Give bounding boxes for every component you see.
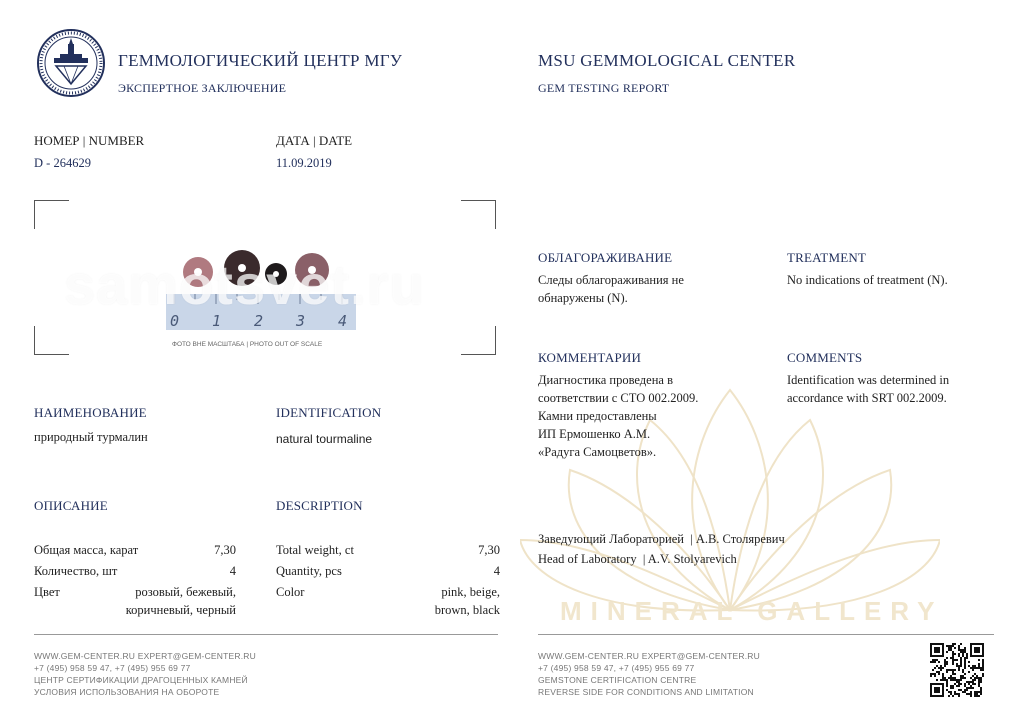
- comments-en-line: Identification was determined in: [787, 373, 950, 387]
- header-ru-subtitle: ЭКСПЕРТНОЕ ЗАКЛЮЧЕНИЕ: [118, 81, 287, 95]
- identification-ru-value: природный турмалин: [34, 430, 148, 444]
- en-quantity-key: Quantity, pcs: [276, 564, 342, 578]
- comments-ru-label: КОММЕНТАРИИ: [538, 350, 642, 365]
- ruler-tick: 1: [212, 312, 222, 330]
- treatment-en-label: TREATMENT: [787, 250, 867, 265]
- comments-ru-line: Диагностика проведена в: [538, 373, 673, 387]
- treatment-ru-value-1: Следы облагораживания не: [538, 273, 684, 287]
- identification-en-label: IDENTIFICATION: [276, 405, 382, 420]
- treatment-ru-label: ОБЛАГОРАЖИВАНИЕ: [538, 250, 673, 265]
- en-weight-value: 7,30: [478, 543, 500, 557]
- date-label: ДАТА | DATE: [276, 133, 353, 148]
- photo-frame-corner: [34, 326, 69, 355]
- samotsvet-watermark: samotsvet.ru: [64, 253, 425, 316]
- en-weight-key: Total weight, ct: [276, 543, 354, 557]
- footer-ru-line: УСЛОВИЯ ИСПОЛЬЗОВАНИЯ НА ОБОРОТЕ: [34, 687, 220, 697]
- ruler-tick: 2: [254, 312, 264, 330]
- en-color-value-2: brown, black: [434, 603, 500, 617]
- ru-color-value-2: коричневый, черный: [125, 603, 236, 617]
- comments-ru-line: «Радуга Самоцветов».: [538, 445, 657, 459]
- number-value: D - 264629: [34, 156, 91, 170]
- footer-ru-line: ЦЕНТР СЕРТИФИКАЦИИ ДРАГОЦЕННЫХ КАМНЕЙ: [34, 675, 248, 685]
- header-en-title: MSU GEMMOLOGICAL CENTER: [538, 51, 796, 70]
- footer-divider: [34, 634, 498, 635]
- signature-en: Head of Laboratory | A.V. Stolyarevich: [538, 552, 737, 566]
- footer-en-line: GEMSTONE CERTIFICATION CENTRE: [538, 675, 697, 685]
- en-color-value-1: pink, beige,: [441, 585, 500, 599]
- number-label: НОМЕР | NUMBER: [34, 133, 145, 148]
- en-color-key: Color: [276, 585, 305, 599]
- ruler-tick: 0: [170, 312, 180, 330]
- footer-ru-line: +7 (495) 958 59 47, +7 (495) 955 69 77: [34, 663, 191, 673]
- header-ru-title: ГЕММОЛОГИЧЕСКИЙ ЦЕНТР МГУ: [118, 51, 403, 70]
- ru-quantity-value: 4: [229, 564, 236, 578]
- header-en-subtitle: GEM TESTING REPORT: [538, 81, 670, 95]
- photo-frame-corner: [461, 326, 496, 355]
- photo-caption: ФОТО ВНЕ МАСШТАБА | PHOTO OUT OF SCALE: [172, 341, 323, 348]
- ru-weight-key: Общая масса, карат: [34, 543, 139, 557]
- identification-en-value: natural tourmaline: [276, 432, 373, 446]
- comments-ru-line: Камни предоставлены: [538, 409, 657, 423]
- footer-divider: [538, 634, 994, 635]
- description-en-label: DESCRIPTION: [276, 498, 363, 513]
- footer-en-line: WWW.GEM-CENTER.RU EXPERT@GEM-CENTER.RU: [538, 651, 760, 661]
- footer-en-line: REVERSE SIDE FOR CONDITIONS AND LIMITATION: [538, 687, 754, 697]
- ruler-tick: 3: [296, 312, 306, 330]
- en-quantity-value: 4: [493, 564, 500, 578]
- signature-ru: Заведующий Лабораторией | А.В. Столяревич: [538, 532, 785, 546]
- ru-weight-value: 7,30: [214, 543, 236, 557]
- treatment-en-value: No indications of treatment (N).: [787, 273, 948, 287]
- description-ru-label: ОПИСАНИЕ: [34, 498, 108, 513]
- treatment-ru-value-2: обнаружены (N).: [538, 291, 628, 305]
- identification-ru-label: НАИМЕНОВАНИЕ: [34, 405, 147, 420]
- comments-ru-line: соответствии с СТО 002.2009.: [538, 391, 699, 405]
- ruler-tick: 4: [338, 312, 348, 330]
- msu-logo-icon: [36, 28, 106, 98]
- comments-en-line: accordance with SRT 002.2009.: [787, 391, 947, 405]
- mineral-gallery-watermark: MINERAL GALLERY: [560, 596, 944, 626]
- footer-ru-line: WWW.GEM-CENTER.RU EXPERT@GEM-CENTER.RU: [34, 651, 256, 661]
- photo-frame-corner: [461, 200, 496, 229]
- date-value: 11.09.2019: [276, 156, 332, 170]
- ru-color-value-1: розовый, бежевый,: [135, 585, 236, 599]
- footer-en-line: +7 (495) 958 59 47, +7 (495) 955 69 77: [538, 663, 695, 673]
- comments-en-label: COMMENTS: [787, 350, 863, 365]
- ru-quantity-key: Количество, шт: [34, 564, 118, 578]
- photo-frame-corner: [34, 200, 69, 229]
- comments-ru-line: ИП Ермошенко А.М.: [538, 427, 651, 441]
- ru-color-key: Цвет: [34, 585, 60, 599]
- qr-code-icon[interactable]: [930, 643, 984, 697]
